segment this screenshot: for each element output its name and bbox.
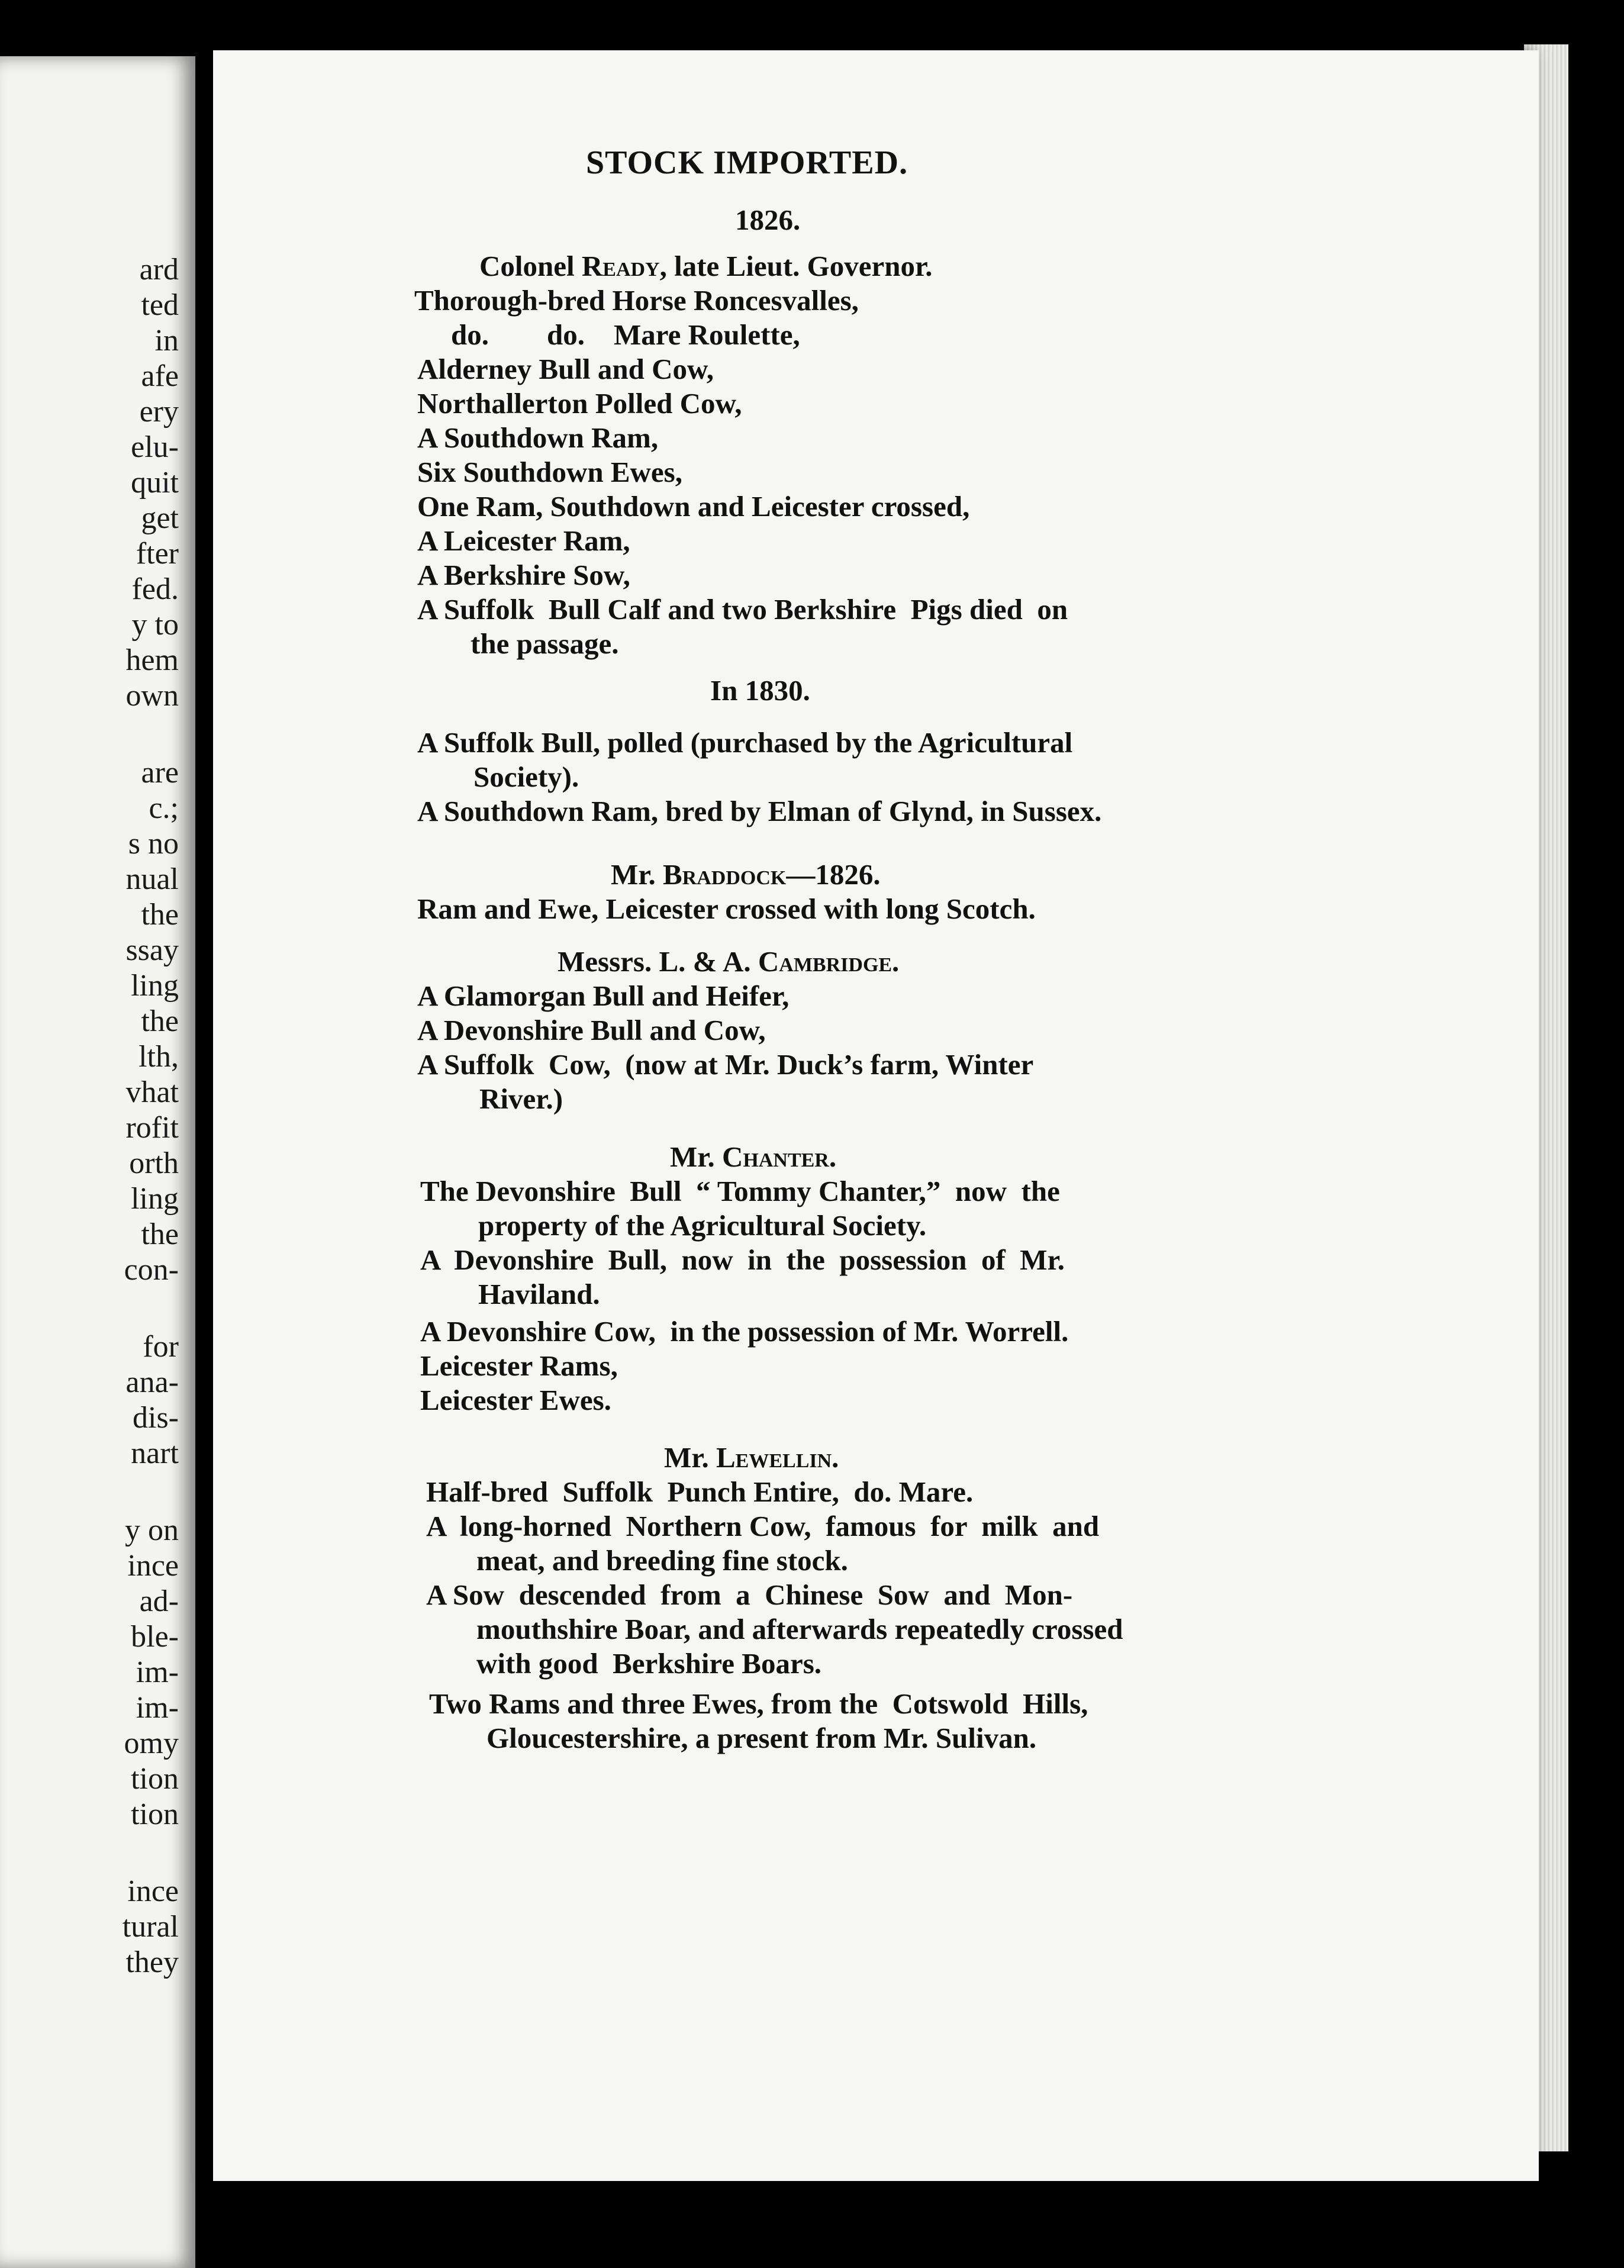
- year-heading: In 1830.: [710, 674, 810, 707]
- list-item: A Sow descended from a Chinese Sow and Mon-: [426, 1578, 1073, 1611]
- facing-page-text: the: [141, 1004, 179, 1038]
- list-item: A Leicester Ram,: [417, 524, 630, 557]
- list-item: A Suffolk Bull, polled (purchased by the Agricultural: [417, 726, 1073, 759]
- facing-page-text: im-: [136, 1691, 179, 1725]
- list-item-continuation: mouthshire Boar, and afterwards repeatedly crossed: [476, 1613, 1123, 1645]
- facing-page-text: omy: [124, 1726, 179, 1760]
- facing-page-text: fter: [136, 537, 179, 571]
- list-item: A Devonshire Bull and Cow,: [417, 1014, 766, 1046]
- section-heading-cambridge: Messrs. L. & A. Cambridge.: [558, 945, 900, 978]
- facing-page-text: rofit: [125, 1111, 179, 1145]
- section-heading-lewellin: Mr. Lewellin.: [664, 1441, 839, 1474]
- facing-page-text: dis-: [133, 1401, 179, 1435]
- list-item-continuation: the passage.: [471, 627, 619, 660]
- facing-page-text: y on: [125, 1513, 179, 1547]
- facing-page-text: ince: [127, 1549, 179, 1583]
- section-heading-braddock: Mr. Braddock—1826.: [611, 858, 881, 891]
- list-item: A Southdown Ram, bred by Elman of Glynd, in Sussex.: [417, 795, 1102, 827]
- facing-page-text: s no: [128, 827, 179, 861]
- facing-page-text: they: [125, 1945, 179, 1979]
- list-item: Thorough-bred Horse Roncesvalles,: [414, 284, 859, 317]
- list-item: A Berkshire Sow,: [417, 559, 630, 591]
- facing-page-text: ana-: [125, 1365, 179, 1399]
- list-item: Ram and Ewe, Leicester crossed with long Scotch.: [417, 893, 1036, 925]
- list-item: Alderney Bull and Cow,: [417, 353, 714, 385]
- facing-page-text: ssay: [125, 933, 179, 967]
- facing-page-text: orth: [129, 1146, 179, 1180]
- facing-page-text: nual: [125, 862, 179, 896]
- list-item: A Devonshire Bull, now in the possession of Mr.: [420, 1243, 1065, 1276]
- facing-page-text: get: [141, 501, 179, 535]
- list-item: A Southdown Ram,: [417, 421, 659, 454]
- list-item: Six Southdown Ewes,: [417, 456, 682, 488]
- facing-page-text: are: [141, 756, 179, 790]
- facing-page-text: ard: [139, 253, 179, 286]
- facing-page-text: ery: [139, 395, 179, 429]
- list-item: A Glamorgan Bull and Heifer,: [417, 980, 790, 1012]
- list-item: A Suffolk Bull Calf and two Berkshire Pigs died on: [417, 593, 1068, 626]
- facing-page-text: ted: [141, 288, 179, 322]
- facing-page-text: y to: [131, 608, 179, 642]
- year-heading: 1826.: [735, 204, 801, 236]
- page-title: STOCK IMPORTED.: [586, 144, 908, 181]
- list-item: A Suffolk Cow, (now at Mr. Duck’s farm, Winter: [417, 1048, 1034, 1081]
- facing-page-text: elu-: [131, 430, 179, 464]
- facing-page-text: con-: [124, 1253, 179, 1287]
- list-item: The Devonshire Bull “ Tommy Chanter,” now the: [420, 1175, 1060, 1207]
- list-item-continuation: Society).: [473, 761, 579, 793]
- facing-page-text: quit: [131, 466, 179, 500]
- list-item-continuation: Gloucestershire, a present from Mr. Sulivan.: [486, 1722, 1037, 1754]
- facing-page-text: fed.: [131, 572, 179, 606]
- facing-page-text: tion: [131, 1762, 179, 1796]
- facing-page-text: the: [141, 1217, 179, 1251]
- list-item-continuation: River.): [479, 1083, 563, 1115]
- facing-page-fragment: [0, 56, 195, 2268]
- list-item: One Ram, Southdown and Leicester crossed,: [417, 490, 970, 523]
- list-item-continuation: meat, and breeding fine stock.: [476, 1544, 848, 1577]
- list-item-continuation: Haviland.: [478, 1278, 600, 1310]
- facing-page-text: tural: [122, 1910, 179, 1944]
- facing-page-text: the: [141, 898, 179, 932]
- facing-page-text: hem: [125, 643, 179, 677]
- list-item: Northallerton Polled Cow,: [417, 387, 742, 420]
- list-item: Two Rams and three Ewes, from the Cotswold Hills,: [429, 1687, 1088, 1720]
- list-item: A Devonshire Cow, in the possession of Mr. Worrell.: [420, 1315, 1069, 1348]
- section-heading-ready: Colonel Ready, late Lieut. Governor.: [479, 250, 933, 282]
- list-item-continuation: property of the Agricultural Society.: [478, 1209, 927, 1242]
- section-heading-chanter: Mr. Chanter.: [670, 1141, 837, 1173]
- facing-page-text: c.;: [149, 791, 179, 825]
- list-item: Leicester Rams,: [420, 1349, 618, 1382]
- facing-page-text: for: [143, 1330, 179, 1364]
- book-page: [213, 50, 1539, 2181]
- list-item-continuation: with good Berkshire Boars.: [476, 1647, 822, 1680]
- list-item: A long-horned Northern Cow, famous for milk and: [426, 1510, 1100, 1542]
- facing-page-text: vhat: [125, 1075, 179, 1109]
- list-item: Leicester Ewes.: [420, 1384, 611, 1416]
- facing-page-text: ble-: [131, 1620, 179, 1654]
- facing-page-text: own: [125, 679, 179, 713]
- facing-page-text: ling: [131, 1182, 179, 1216]
- facing-page-text: afe: [141, 359, 179, 393]
- facing-page-text: im-: [136, 1655, 179, 1689]
- facing-page-text: in: [154, 324, 179, 357]
- facing-page-text: nart: [131, 1436, 179, 1470]
- facing-page-text: ince: [127, 1874, 179, 1908]
- facing-page-text: ad-: [139, 1584, 179, 1618]
- list-item: do. do. Mare Roulette,: [451, 318, 800, 351]
- facing-page-text: ling: [131, 969, 179, 1003]
- facing-page-text: tion: [131, 1797, 179, 1831]
- facing-page-text: lth,: [138, 1040, 179, 1074]
- list-item: Half-bred Suffolk Punch Entire, do. Mare.: [426, 1476, 974, 1508]
